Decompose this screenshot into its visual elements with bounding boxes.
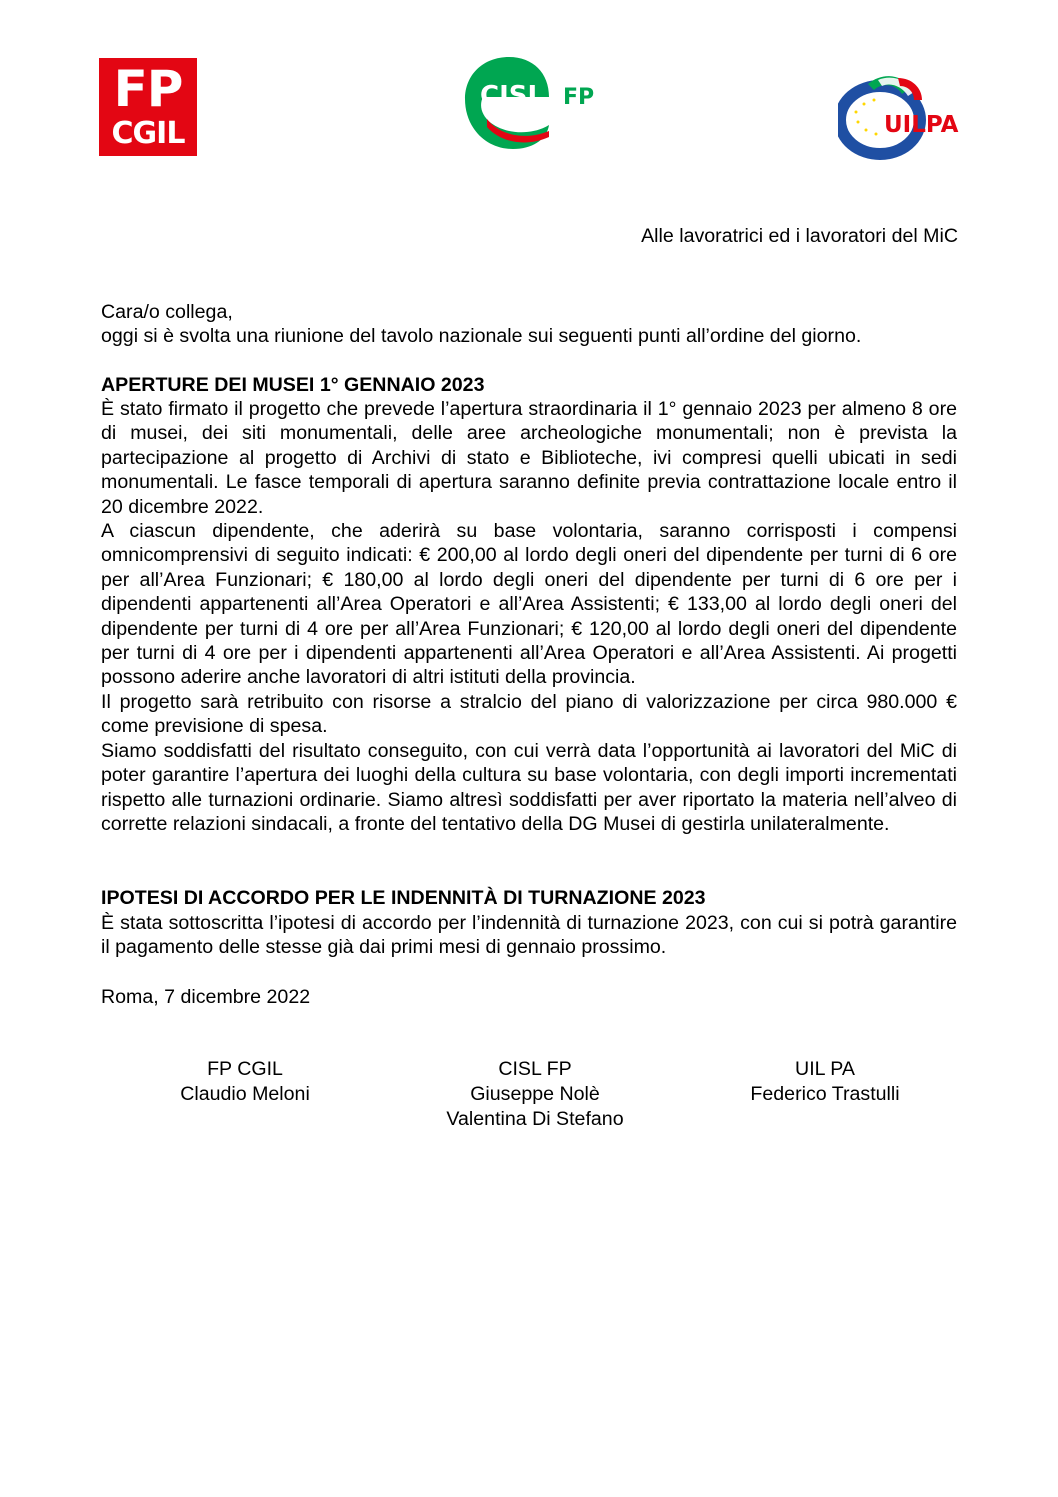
- intro-paragraph: oggi si è svolta una riunione del tavolo nazionale sui seguenti punti all’ordine del giorno.: [101, 325, 862, 347]
- section2-body: È stata sottoscritta l’ipotesi di accordo per l’indennità di turnazione 2023, con cui si potrà garantire il pagamento delle stesse già dai primi mesi di gennaio prossimo.: [101, 912, 957, 959]
- signature-org: FP CGIL: [207, 1058, 283, 1080]
- fp-cgil-logo-line1: FP: [113, 60, 183, 118]
- fp-cgil-logo: [99, 58, 197, 156]
- greeting: Cara/o collega,: [101, 301, 233, 323]
- signature-org: UIL PA: [795, 1058, 855, 1080]
- signature-name: Claudio Meloni: [180, 1083, 310, 1105]
- cisl-logo-text: CISL: [480, 81, 545, 111]
- signature-fp-cgil: [115, 1057, 375, 1107]
- uilpa-logo-text: UILPA: [884, 112, 959, 138]
- place-date: Roma, 7 dicembre 2022: [101, 986, 311, 1008]
- section1-paragraph: È stato firmato il progetto che prevede l’apertura straordinaria il 1° gennaio 2023 per almeno 8 ore di musei, dei siti monumentali, delle aree archeologiche monumentali; non è prevista la partecipazione al progetto di Archivi di stato e Biblioteche, ivi compresi quelli ubicati in sedi monumentali. Le fasce temporali di apertura saranno definite previa contrattazione locale entro il 20 dicembre 2022.: [101, 398, 957, 518]
- section1-title: APERTURE DEI MUSEI 1° GENNAIO 2023: [101, 374, 485, 396]
- signature-cisl-fp: [405, 1057, 665, 1132]
- signature-name: Federico Trastulli: [750, 1083, 900, 1105]
- uilpa-logo: [838, 74, 960, 160]
- signature-uil-pa: [695, 1057, 955, 1107]
- signature-name: Giuseppe Nolè: [470, 1083, 600, 1105]
- section1-paragraph: A ciascun dipendente, che aderirà su base volontaria, saranno corrisposti i compensi omnicomprensivi di seguito indicati: € 200,00 al lordo degli oneri del dipendente per turni di 6 ore per all’Area Funzionari; € 180,00 al lordo degli oneri del dipendente per turni di 6 ore per i dipendenti appartenenti all’Area Operatori e all’Area Assistenti; € 133,00 al lordo degli oneri del dipendente per turni di 4 ore per all’Area Funzionari; € 120,00 al lordo degli oneri del dipendente per turni di 4 ore per i dipendenti appartenenti all’Area Operatori e all’Area Assistenti. Ai progetti possono aderire anche lavoratori di altri istituti della provincia.: [101, 520, 957, 689]
- signature-org: CISL FP: [498, 1058, 572, 1080]
- fp-cgil-logo-line2: CGIL: [111, 116, 185, 151]
- signature-name: Valentina Di Stefano: [446, 1108, 624, 1130]
- cisl-fp-logo: [463, 55, 603, 155]
- section1-body: [101, 397, 957, 836]
- section1-paragraph: Siamo soddisfatti del risultato conseguito, con cui verrà data l’opportunità ai lavoratori del MiC di poter garantire l’apertura dei luoghi della cultura su base volontaria, con degli importi incrementati rispetto alle turnazioni ordinarie. Siamo altresì soddisfatti per aver riportato la materia nell’alveo di corrette relazioni sindacali, a fronte del tentativo della DG Musei di gestirla unilateralmente.: [101, 739, 957, 835]
- recipient-line: Alle lavoratrici ed i lavoratori del MiC: [641, 225, 958, 247]
- cisl-logo-suffix: FP: [563, 85, 595, 110]
- section2-title: IPOTESI DI ACCORDO PER LE INDENNITÀ DI TURNAZIONE 2023: [101, 887, 706, 909]
- section1-paragraph: Il progetto sarà retribuito con risorse a stralcio del piano di valorizzazione per circa 980.000 € come previsione di spesa.: [101, 690, 957, 738]
